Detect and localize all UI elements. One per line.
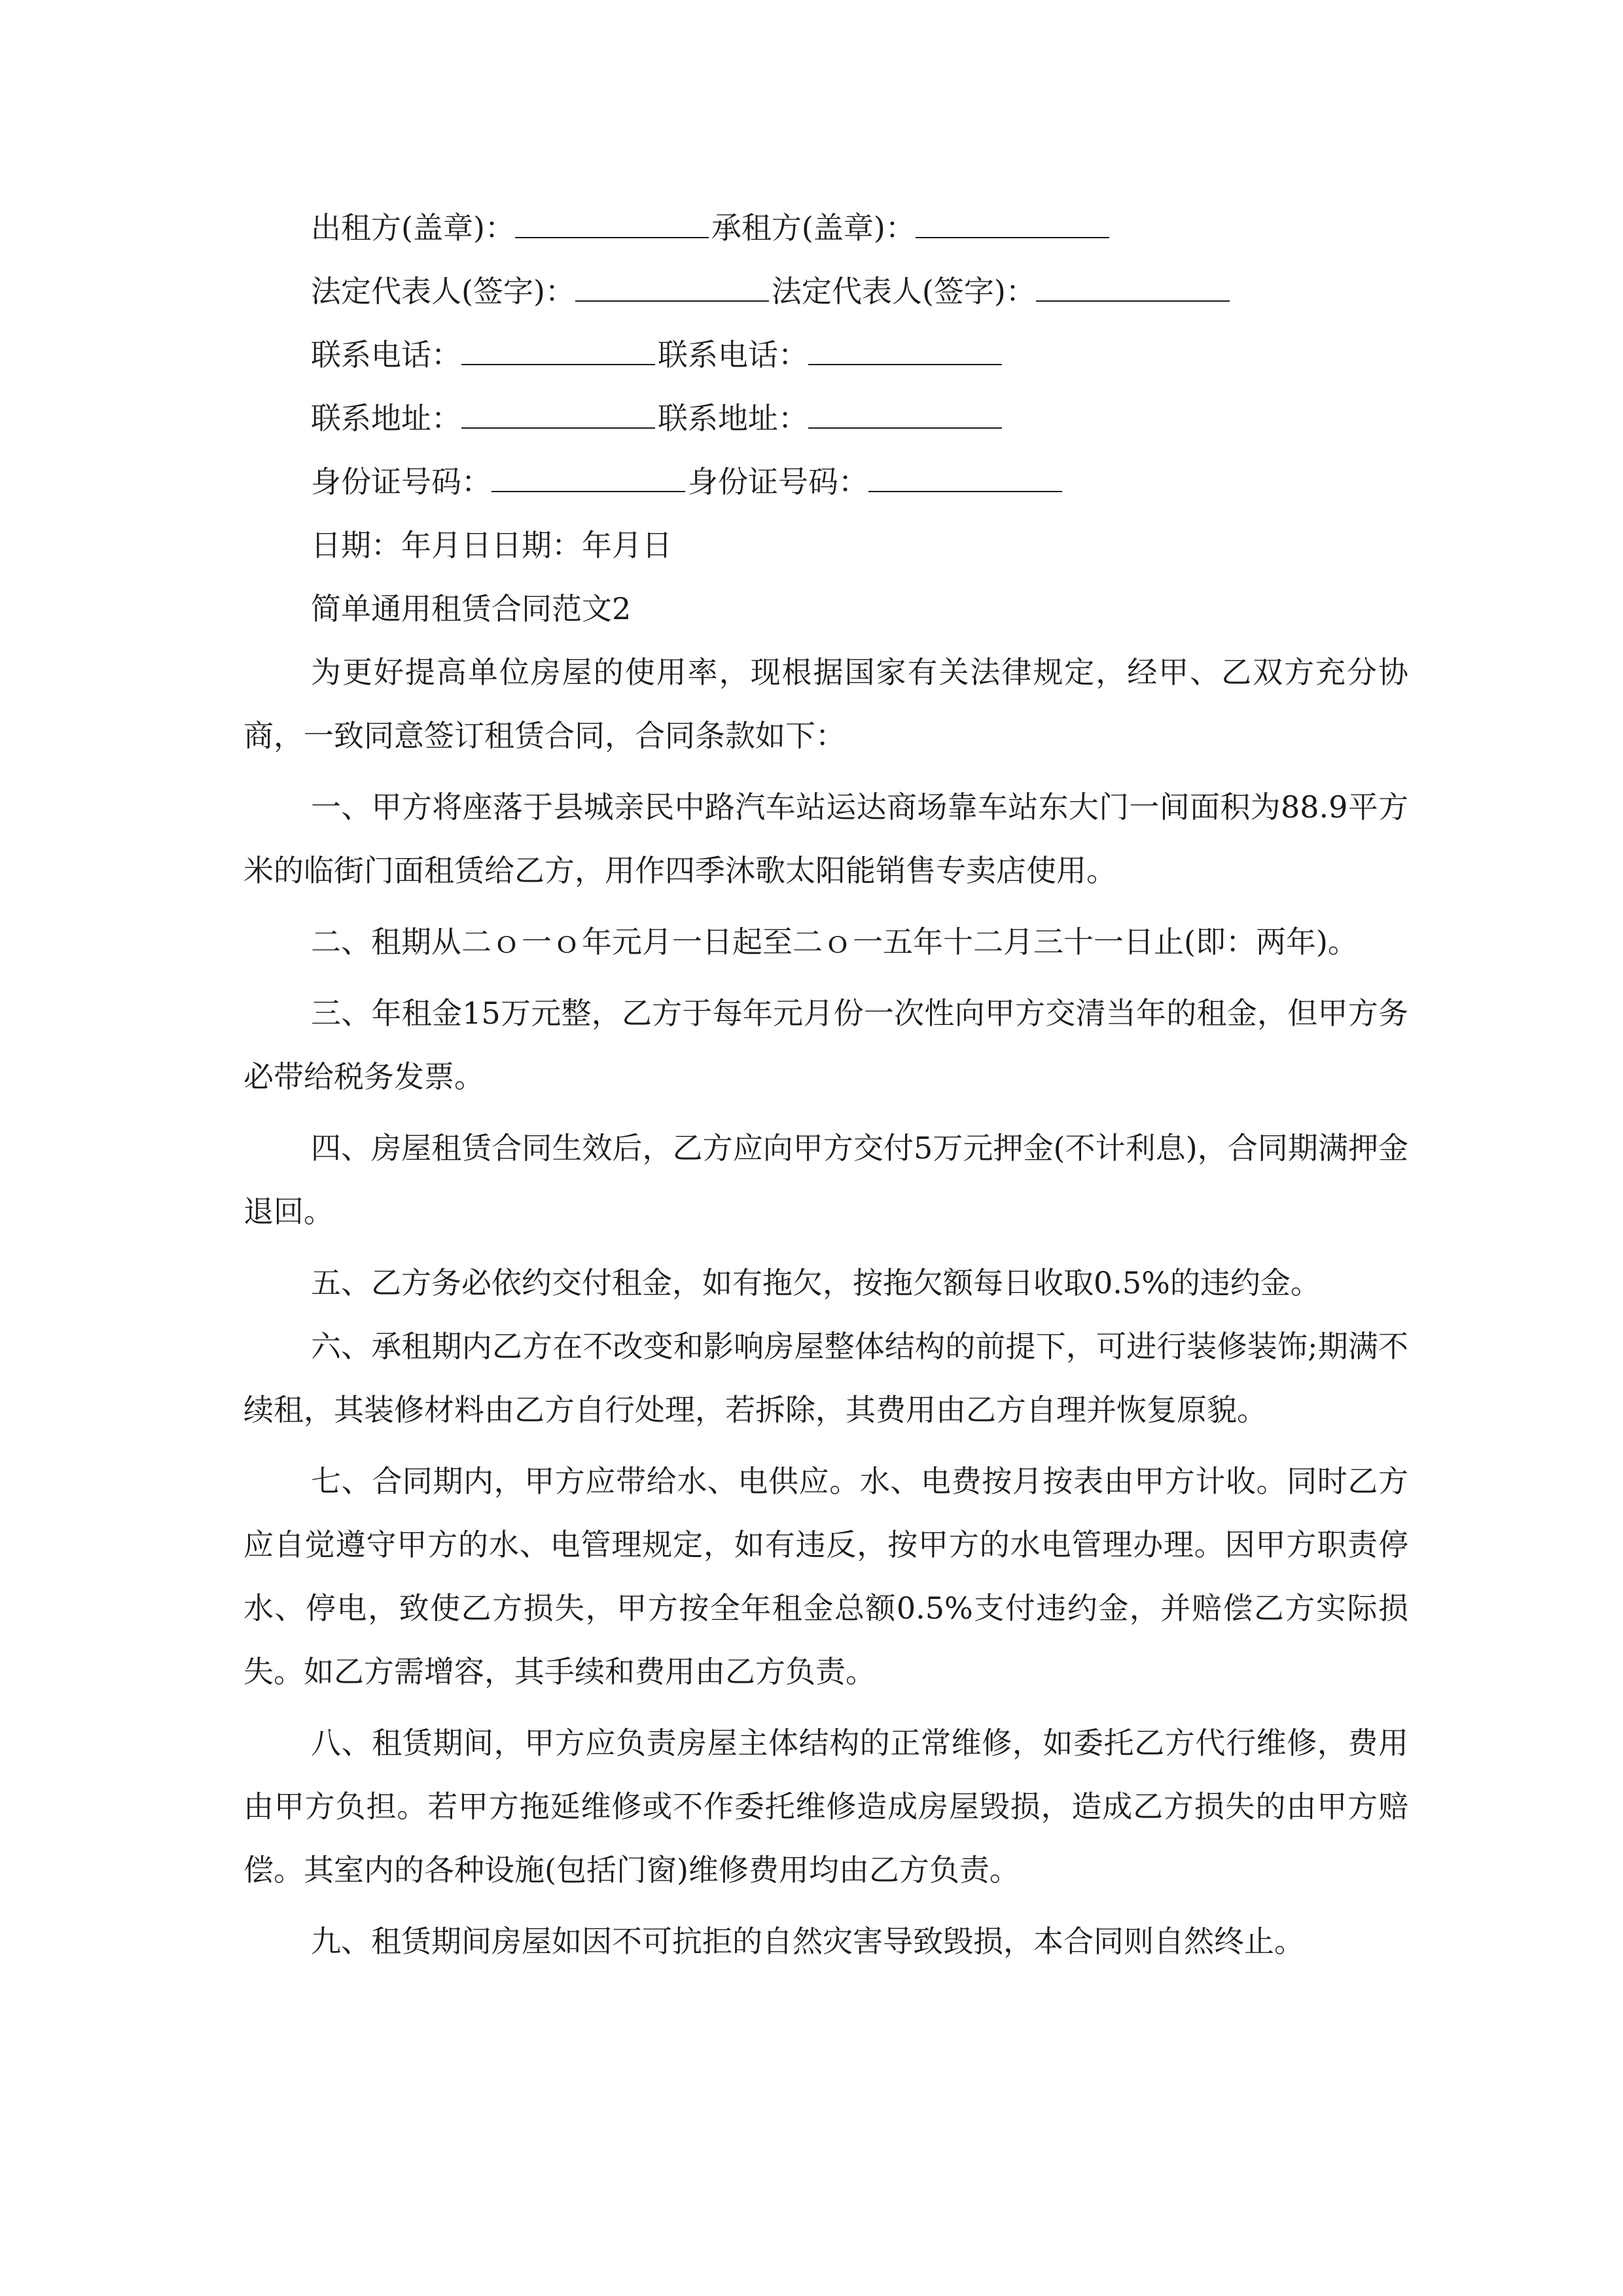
lessee-id-blank bbox=[868, 452, 1062, 492]
date-line: 日期：年月日日期：年月日 bbox=[311, 528, 672, 563]
signature-line-phone bbox=[243, 323, 1408, 387]
lessee-seal-blank bbox=[916, 198, 1109, 238]
signature-line-id bbox=[243, 450, 1408, 514]
clause-9: 九、租赁期间房屋如因不可抗拒的自然灾害导致毁损，本合同则自然终止。 bbox=[311, 1924, 1304, 1959]
lessor-phone-label: 联系电话： bbox=[311, 337, 461, 372]
lessee-address-label: 联系地址： bbox=[658, 401, 808, 436]
lessor-representative-label: 法定代表人(签字)： bbox=[311, 274, 575, 309]
lessor-address-blank bbox=[461, 388, 655, 429]
lessor-seal-label: 出租方(盖章)： bbox=[311, 210, 515, 245]
clause-8: 八、租赁期间，甲方应负责房屋主体结构的正常维修，如委托乙方代行维修，费用由甲方负担。若甲方拖延维修或不作委托维修造成房屋毁损，造成乙方损失的由甲方赔偿。其室内的各种设施(包括门窗)维修费用均由乙方负责。 bbox=[243, 1725, 1408, 1888]
lessee-phone-label: 联系电话： bbox=[658, 337, 808, 372]
lessor-representative-blank bbox=[575, 261, 769, 302]
lessee-seal-label: 承租方(盖章)： bbox=[711, 210, 916, 245]
lessee-phone-blank bbox=[808, 325, 1002, 365]
lessee-id-label: 身份证号码： bbox=[688, 464, 868, 499]
lessee-representative-label: 法定代表人(签字)： bbox=[771, 274, 1036, 309]
lessor-address-label: 联系地址： bbox=[311, 401, 461, 436]
lessor-id-blank bbox=[491, 452, 685, 492]
clause-1: 一、甲方将座落于县城亲民中路汽车站运达商场靠车站东大门一间面积为88.9平方米的临街门面租赁给乙方，用作四季沐歌太阳能销售专卖店使用。 bbox=[243, 789, 1408, 888]
lessee-address-blank bbox=[808, 388, 1002, 429]
clause-4: 四、房屋租赁合同生效后，乙方应向甲方交付5万元押金(不计利息)，合同期满押金退回。 bbox=[243, 1130, 1408, 1229]
clause-3: 三、年租金15万元整，乙方于每年元月份一次性向甲方交清当年的租金，但甲方务必带给税务发票。 bbox=[243, 996, 1408, 1094]
document-body bbox=[243, 196, 1408, 1973]
intro-paragraph: 为更好提高单位房屋的使用率，现根据国家有关法律规定，经甲、乙双方充分协商，一致同意签订租赁合同，合同条款如下： bbox=[243, 655, 1408, 753]
section-title: 简单通用租赁合同范文2 bbox=[311, 591, 632, 626]
lessor-phone-blank bbox=[461, 325, 655, 365]
lessor-id-label: 身份证号码： bbox=[311, 464, 491, 499]
signature-line-representative bbox=[243, 260, 1408, 323]
signature-line-lessor bbox=[243, 196, 1408, 260]
lessor-seal-blank bbox=[515, 198, 709, 238]
lessee-representative-blank bbox=[1036, 261, 1230, 302]
clause-2: 二、租期从二ｏ一ｏ年元月一日起至二ｏ一五年十二月三十一日止(即：两年)。 bbox=[311, 924, 1358, 960]
clause-7: 七、合同期内，甲方应带给水、电供应。水、电费按月按表由甲方计收。同时乙方应自觉遵守甲方的水、电管理规定，如有违反，按甲方的水电管理办理。因甲方职责停水、停电，致使乙方损失，甲方按全年租金总额0.5%支付违约金，并赔偿乙方实际损失。如乙方需增容，其手续和费用由乙方负责。 bbox=[243, 1463, 1408, 1689]
clause-5: 五、乙方务必依约交付租金，如有拖欠，按拖欠额每日收取0.5%的违约金。 bbox=[311, 1265, 1321, 1300]
signature-line-address bbox=[243, 387, 1408, 450]
clause-6: 六、承租期内乙方在不改变和影响房屋整体结构的前提下，可进行装修装饰;期满不续租，其装修材料由乙方自行处理，若拆除，其费用由乙方自理并恢复原貌。 bbox=[243, 1329, 1408, 1427]
